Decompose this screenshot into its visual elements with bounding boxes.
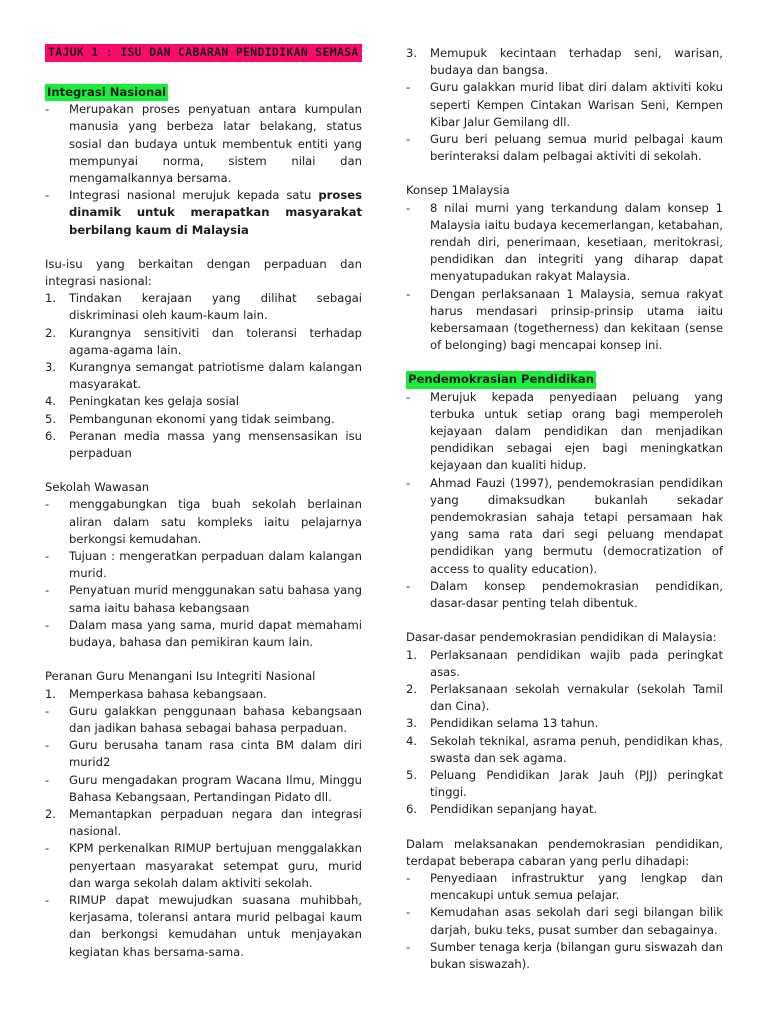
list-item: 5. Pembangunan ekonomi yang tidak seimbang. [45,411,335,426]
list-item: - Sumber tenaga kerja (bilangan guru siswazah dan bukan siswazah). [406,939,723,971]
list-item: 4. Peningkatan kes gelaja sosial [45,394,239,409]
peranan-sublist-2 [45,840,362,960]
list-item: 5. Peluang Pendidikan Jarak Jauh (PJJ) peringkat tinggi. [406,767,723,800]
list-item: - Tujuan : mengeratkan perpaduan dalam kalangan murid. [45,549,362,581]
list-item: 2. Memantapkan perpaduan negara dan integrasi nasional. [45,806,362,839]
dasar-intro: Dasar-dasar pendemokrasian pendidikan di Malaysia: [406,630,717,645]
konsep-list [406,200,723,355]
integrasi-section [45,84,362,239]
integrasi-heading: Integrasi Nasional [45,84,168,101]
list-item: - Guru beri peluang semua murid pelbagai kaum berinteraksi dalam pelbagai aktiviti di sekolah. [406,132,723,164]
right-column [406,45,723,973]
list-item: 3. Memupuk kecintaan terhadap seni, warisan, budaya dan bangsa. [406,46,723,78]
integrasi-list [45,101,362,239]
list-item: - Ahmad Fauzi (1997), pendemokrasian pendidikan yang dimaksudkan bukanlah sekadar pendemokrasian sahaja tetapi persamaan hak yang sama rata dari segi peluang mendapat pendidikan yang bermutu (democratization of access to quality education). [406,475,723,576]
list-item: - RIMUP dapat mewujudkan suasana muhibbah, kerjasama, toleransi antara murid pelbagai kaum dan berkongsi kemudahan untuk menjayakan kegiatan khas bersama-sama. [45,892,362,959]
isu-list [45,290,362,462]
list-item: 2. Perlaksanaan sekolah vernakular (sekolah Tamil dan Cina). [406,681,723,714]
list-item: - Penyediaan infrastruktur yang lengkap dan mencakupi untuk semua pelajar. [406,870,723,903]
wawasan-list [45,496,362,651]
list-item: 6. Peranan media massa yang mensensasikan isu perpaduan [45,428,362,461]
dasar-section [406,629,723,818]
peranan-list [45,686,362,703]
list-item: - Guru mengadakan program Wacana Ilmu, Minggu Bahasa Kebangsaan, Pertandingan Pidato dll. [45,772,362,804]
list-item: 6. Pendidikan sepanjang hayat. [406,802,598,817]
peranan-list-2 [45,806,362,840]
left-column [45,44,362,961]
peranan-section [45,668,362,960]
konsep-section [406,182,723,354]
peranan-sublist-3 [406,79,723,165]
isu-intro: Isu-isu yang berkaitan dengan perpaduan dan integrasi nasional: [45,256,362,289]
chapter-title: TAJUK 1 : ISU DAN CABARAN PENDIDIKAN SEMASA [45,44,362,62]
wawasan-section [45,479,362,651]
list-item: - Guru galakkan murid libat diri dalam aktiviti koku seperti Kempen Cintakan Warisan Seni, Kempen Kibar Jalur Gemilang dll. [406,80,723,129]
isu-section [45,256,362,462]
list-item: - Merujuk kepada penyediaan peluang yang terbuka untuk setiap orang bagi memperoleh kejayaan dalam pendidikan dan menjadikan pendidikan sebagai ejen bagi meningkatkan kejayaan dan kualiti hidup. [406,389,723,473]
cabaran-intro: Dalam melaksanakan pendemokrasian pendidikan, terdapat beberapa cabaran yang perlu dihadapi: [406,836,723,868]
bold-phrase: proses dinamik untuk merapatkan masyarakat berbilang kaum di Malaysia [69,188,362,237]
list-item: - 8 nilai murni yang terkandung dalam konsep 1 Malaysia iaitu budaya kecemerlangan, ketabahan, rendah diri, penerimaan, kesetiaan, meritokrasi, pendidikan dan integriti yang diharap dapat menyatupadukan rakyat Malaysia. [406,200,723,284]
wawasan-heading: Sekolah Wawasan [45,480,150,495]
dasar-list [406,647,723,819]
list-item: - Dalam konsep pendemokrasian pendidikan, dasar-dasar penting telah dibentuk. [406,578,723,611]
pendemokrasian-heading: Pendemokrasian Pendidikan [406,371,596,388]
pendemokrasian-section [406,371,723,612]
peranan-list-3 [406,45,723,79]
list-item: 1. Memperkasa bahasa kebangsaan. [45,686,267,701]
konsep-heading: Konsep 1Malaysia [406,183,510,198]
peranan-heading: Peranan Guru Menangani Isu Integriti Nasional [45,669,316,684]
cabaran-list [406,870,723,973]
list-item: - menggabungkan tiga buah sekolah berlainan aliran dalam satu kompleks iaitu pelajarnya berkongsi kemudahan. [45,497,362,546]
list-item: - Guru berusaha tanam rasa cinta BM dalam diri murid2 [45,738,362,770]
list-item: - Kemudahan asas sekolah dari segi bilangan bilik darjah, buku teks, pusat sumber dan sebagainya. [406,905,723,937]
peranan-sublist-1 [45,703,362,806]
list-item: - Merupakan proses penyatuan antara kumpulan manusia yang berbeza latar belakang, status sosial dan budaya untuk membentuk entiti yang mempunyai norma, sistem nilai dan mengamalkannya bersama. [45,102,362,186]
list-item: 1. Tindakan kerajaan yang dilihat sebagai diskriminasi oleh kaum-kaum lain. [45,291,362,323]
list-item: 1. Perlaksanaan pendidikan wajib pada peringkat asas. [406,647,723,679]
list-item: - Guru galakkan penggunaan bahasa kebangsaan dan jadikan bahasa sebagai bahasa perpaduan. [45,703,362,735]
list-item: - Dalam masa yang sama, murid dapat memahami budaya, bahasa dan pemikiran kaum lain. [45,617,362,650]
list-item: - KPM perkenalkan RIMUP bertujuan menggalakkan penyertaan masyarakat setempat guru, murid dan warga sekolah dalam aktiviti sekolah. [45,841,362,890]
list-item: 4. Sekolah teknikal, asrama penuh, pendidikan khas, swasta dan sek agama. [406,733,723,765]
list-item: 3. Pendidikan selama 13 tahun. [406,716,599,731]
list-item: 3. Kurangnya semangat patriotisme dalam kalangan masyarakat. [45,360,362,392]
cabaran-section [406,836,723,974]
list-item: 2. Kurangnya sensitiviti dan toleransi terhadap agama-agama lain. [45,325,362,357]
list-item: - Integrasi nasional merujuk kepada satu proses dinamik untuk merapatkan masyarakat berbilang kaum di Malaysia [45,188,362,237]
pendemokrasian-list [406,389,723,613]
list-item: - Penyatuan murid menggunakan satu bahasa yang sama iaitu bahasa kebangsaan [45,583,362,615]
list-item: - Dengan perlaksanaan 1 Malaysia, semua rakyat harus mendasari prinsip-prinsip utama iaitu kebersamaan (togetherness) dan kekitaan (sense of belonging) bagi mencapai konsep ini. [406,286,723,353]
